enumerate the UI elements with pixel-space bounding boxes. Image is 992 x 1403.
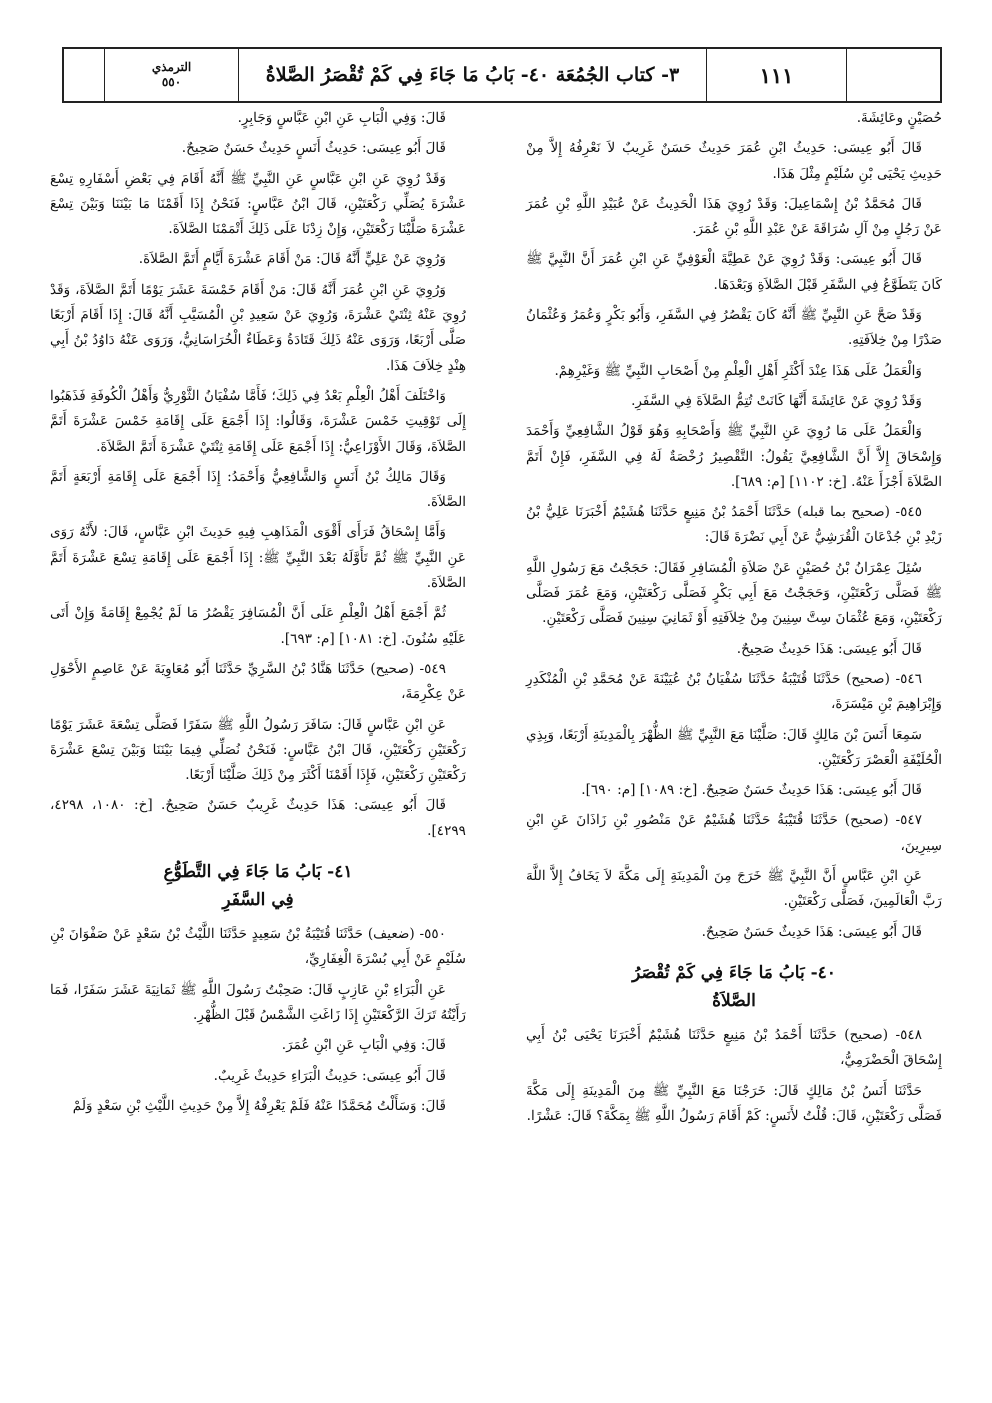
hadith-546: ٥٤٦- (صحيح) حَدَّثَنَا قُتَيْبَةُ حَدَّثَنَا سُفْيَانُ بْنُ عُيَيْنَةَ عَنْ مُحَمَّدِ بْنِ الْمُنْكَدِرِ وَإِبْرَاهِيمَ بْنِ مَيْسَرَةَ، — [526, 670, 942, 713]
chapter-heading-line: فِي السَّفَرِ — [222, 890, 294, 911]
header-blank-left — [64, 49, 104, 101]
reference-book: الترمذي — [151, 60, 192, 74]
paragraph: وَقَدْ صَحَّ عَنِ النَّبِيِّ ﷺ أَنَّهُ كَانَ يَقْصُرُ فِي السَّفَرِ، وَأَبُو بَكْرٍ وَعُمَرُ وَعُثْمَانُ صَدْرًا مِنْ خِلاَفَتِهِ. — [526, 307, 942, 349]
paragraph: وَقَالَ مَالِكُ بْنُ أَنَسٍ وَالشَّافِعِيُّ وَأَحْمَدُ: إِذَا أَجْمَعَ عَلَى إِقَامَةِ أَرْبَعَةٍ أَتَمَّ الصَّلاَةَ. — [50, 468, 466, 511]
header-reference — [104, 49, 238, 101]
paragraph: قَالَ أَبُو عِيسَى: هَذَا حَدِيثٌ حَسَنٌ صَحِيحٌ. [خ: ١٠٨٩] [م: ٦٩٠]. — [581, 782, 922, 799]
paragraph: قَالَ أَبُو عِيسَى: هَذَا حَدِيثٌ غَرِيبٌ حَسَنٌ صَحِيحٌ. [خ: ١٠٨٠، ٤٢٩٨، ٤٢٩٩]. — [50, 797, 466, 839]
paragraph: عَنِ ابْنِ عَبَّاسٍ أَنَّ النَّبِيَّ ﷺ خَرَجَ مِنَ الْمَدِينَةِ إِلَى مَكَّةَ لاَ يَخَافُ إِلاَّ اللَّهَ رَبَّ الْعَالَمِينَ، فَصَلَّى رَكْعَتَيْنِ. — [526, 868, 942, 910]
hadith-548: ٥٤٨- (صحيح) حَدَّثَنَا أَحْمَدُ بْنُ مَنِيعٍ حَدَّثَنَا هُشَيْمٌ أَخْبَرَنَا يَحْيَى بْنُ أَبِي إِسْحَاقَ الْحَضْرَمِيُّ، — [526, 1026, 942, 1069]
chapter-heading-line: ٤٠- بَابُ مَا جَاءَ فِي كَمْ تُقْصَرُ — [632, 962, 836, 983]
left-column — [50, 106, 466, 1124]
paragraph: قَالَ أَبُو عِيسَى: حَدِيثُ أَنَسٍ حَدِيثٌ حَسَنٌ صَحِيحٌ. — [181, 140, 446, 157]
paragraph: قَالَ أَبُو عِيسَى: حَدِيثُ الْبَرَاءِ حَدِيثٌ غَرِيبٌ. — [213, 1067, 446, 1084]
chapter-heading-line: ٤١- بَابُ مَا جَاءَ فِي التَّطَوُّعِ — [163, 862, 353, 883]
hadith-545: ٥٤٥- (صحيح بما قبله) حَدَّثَنَا أَحْمَدُ بْنُ مَنِيعٍ حَدَّثَنَا هُشَيْمٌ أَخْبَرَنَا عَلِيُّ بْنُ زَيْدِ بْنِ جُدْعَانَ الْقُرَشِيُّ عَنْ أَبِي نَضْرَةَ قَالَ: — [526, 504, 942, 546]
paragraph: قَالَ: وَفِي الْبَابِ عَنِ ابْنِ عُمَرَ. — [281, 1037, 446, 1054]
paragraph: وَرُوِيَ عَنْ عَلِيٍّ أَنَّهُ قَالَ: مَنْ أَقَامَ عَشْرَةَ أَيَّامٍ أَتَمَّ الصَّلاَةَ. — [138, 251, 446, 268]
paragraph: وَرُوِيَ عَنِ ابْنِ عُمَرَ أَنَّهُ قَالَ: مَنْ أَقَامَ خَمْسَةَ عَشَرَ يَوْمًا أَتَمَّ الصَّلاَةَ، وَقَدْ رُوِيَ عَنْهُ ثِنْتَيْ عَشْرَةَ، وَرُوِيَ عَنْ سَعِيدِ بْنِ الْمُسَيَّبِ أَنَّهُ قَالَ: إِذَا أَقَامَ أَرْبَعًا صَلَّى أَرْبَعًا، وَرَوَى عَنْهُ ذَلِكَ قَتَادَةُ وَعَطَاءٌ الْخُرَاسَانِيُّ، وَرَوَى عَنْهُ دَاوُدُ بْنُ أَبِي هِنْدٍ خِلاَفَ هَذَا. — [50, 281, 466, 374]
right-column — [526, 106, 942, 1134]
paragraph: سُئِلَ عِمْرَانُ بْنُ حُصَيْنٍ عَنْ صَلاَةِ الْمُسَافِرِ فَقَالَ: حَجَجْتُ مَعَ رَسُولِ اللَّهِ ﷺ فَصَلَّى رَكْعَتَيْنِ، وَحَجَجْتُ مَعَ أَبِي بَكْرٍ فَصَلَّى رَكْعَتَيْنِ، وَمَعَ عُمَرَ فَصَلَّى رَكْعَتَيْنِ، وَمَعَ عُثْمَانَ سِتَّ سِنِينَ مِنْ خِلاَفَتِهِ أَوْ ثَمَانِيَ سِنِينَ فَصَلَّى رَكْعَتَيْنِ. — [526, 559, 942, 627]
paragraph: عَنِ الْبَرَاءِ بْنِ عَازِبٍ قَالَ: صَحِبْتُ رَسُولَ اللَّهِ ﷺ ثَمَانِيَةَ عَشَرَ سَفَرًا، فَمَا رَأَيْتُهُ تَرَكَ الرَّكْعَتَيْنِ إِذَا زَاغَتِ الشَّمْسُ قَبْلَ الظُّهْرِ. — [50, 981, 466, 1023]
chapter-heading-40 — [526, 959, 942, 1015]
paragraph: عَنِ ابْنِ عَبَّاسٍ قَالَ: سَافَرَ رَسُولُ اللَّهِ ﷺ سَفَرًا فَصَلَّى تِسْعَةَ عَشَرَ يَوْمًا رَكْعَتَيْنِ رَكْعَتَيْنِ، قَالَ ابْنُ عَبَّاسٍ: فَنَحْنُ نُصَلِّي فِيمَا بَيْنَنَا وَبَيْنَ تِسْعَ عَشْرَةَ رَكْعَتَيْنِ رَكْعَتَيْنِ، فَإِذَا أَقَمْنَا أَكْثَرَ مِنْ ذَلِكَ صَلَّيْنَا أَرْبَعًا. — [50, 716, 466, 784]
paragraph: سَمِعَا أَنَسَ بْنَ مَالِكٍ قَالَ: صَلَّيْنَا مَعَ النَّبِيِّ ﷺ الظُّهْرَ بِالْمَدِينَةِ أَرْبَعًا، وَبِذِي الْحُلَيْفَةِ الْعَصْرَ رَكْعَتَيْنِ. — [526, 726, 942, 768]
paragraph: قَالَ أَبُو عِيسَى: هَذَا حَدِيثٌ حَسَنٌ صَحِيحٌ. — [701, 923, 922, 940]
hadith-550: ٥٥٠- (ضعيف) حَدَّثَنَا قُتَيْبَةُ بْنُ سَعِيدٍ حَدَّثَنَا اللَّيْثُ بْنُ سَعْدٍ عَنْ صَفْوَانَ بْنِ سُلَيْمٍ عَنْ أَبِي بُسْرَةَ الْغِفَارِيِّ، — [50, 926, 466, 968]
paragraph: حَدَّثَنَا أَنَسُ بْنُ مَالِكٍ قَالَ: خَرَجْنَا مَعَ النَّبِيِّ ﷺ مِنَ الْمَدِينَةِ إِلَى مَكَّةَ فَصَلَّى رَكْعَتَيْنِ، قَالَ: قُلْتُ لأَنَسٍ: كَمْ أَقَامَ رَسُولُ اللَّهِ ﷺ بِمَكَّةَ؟ قَالَ: عَشْرًا. — [526, 1082, 942, 1124]
paragraph: قَالَ أَبُو عِيسَى: هَذَا حَدِيثٌ صَحِيحٌ. — [736, 640, 922, 657]
paragraph: قَالَ أَبُو عِيسَى: حَدِيثُ ابْنِ عُمَرَ حَدِيثٌ حَسَنٌ غَرِيبٌ لاَ نَعْرِفُهُ إِلاَّ مِنْ حَدِيثِ يَحْيَى بْنِ سُلَيْمٍ مِثْلَ هَذَا. — [526, 140, 942, 182]
header-blank-right — [846, 49, 940, 101]
paragraph: وَاخْتَلَفَ أَهْلُ الْعِلْمِ بَعْدُ فِي ذَلِكَ؛ فَأَمَّا سُفْيَانُ الثَّوْرِيُّ وَأَهْلُ الْكُوفَةِ فَذَهَبُوا إِلَى تَوْقِيتِ خَمْسَ عَشْرَةَ، وَقَالُوا: إِذَا أَجْمَعَ عَلَى إِقَامَةِ خَمْسَ عَشْرَةَ أَتَمَّ الصَّلاَةَ، وَقَالَ الأَوْزَاعِيُّ: إِذَا أَجْمَعَ عَلَى إِقَامَةِ ثِنْتَيْ عَشْرَةَ أَتَمَّ الصَّلاَةَ. — [50, 387, 466, 455]
paragraph: قَالَ: وَسَأَلْتُ مُحَمَّدًا عَنْهُ فَلَمْ يَعْرِفْهُ إِلاَّ مِنْ حَدِيثِ اللَّيْثِ بْنِ سَعْدٍ وَلَمْ — [72, 1097, 446, 1114]
paragraph: وَأَمَّا إِسْحَاقُ فَرَأَى أَقْوَى الْمَذَاهِبِ فِيهِ حَدِيثَ ابْنِ عَبَّاسٍ، قَالَ: لأَنَّهُ رَوَى عَنِ النَّبِيِّ ﷺ ثُمَّ تَأَوَّلَهُ بَعْدَ النَّبِيِّ ﷺ: إِذَا أَجْمَعَ عَلَى إِقَامَةِ تِسْعَ عَشْرَةَ أَتَمَّ الصَّلاَةَ. — [50, 524, 466, 592]
hadith-549: ٥٤٩- (صحيح) حَدَّثَنَا هَنَّادُ بْنُ السَّرِيِّ حَدَّثَنَا أَبُو مُعَاوِيَةَ عَنْ عَاصِمٍ الأَحْوَلِ عَنْ عِكْرِمَةَ، — [50, 660, 466, 703]
paragraph: وَقَدْ رُوِيَ عَنْ عَائِشَةَ أَنَّهَا كَانَتْ تُتِمُّ الصَّلاَةَ فِي السَّفَرِ. — [631, 392, 922, 409]
chapter-heading-41 — [50, 858, 466, 914]
paragraph: قَالَ أَبُو عِيسَى: وَقَدْ رُوِيَ عَنْ عَطِيَّةَ الْعَوْفِيِّ عَنِ ابْنِ عُمَرَ أَنَّ النَّبِيَّ ﷺ كَانَ يَتَطَوَّعُ فِي السَّفَرِ قَبْلَ الصَّلاَةِ وَبَعْدَهَا. — [526, 251, 942, 293]
hadith-547: ٥٤٧- (صحيح) حَدَّثَنَا قُتَيْبَةُ حَدَّثَنَا هُشَيْمٌ عَنْ مَنْصُورِ بْنِ زَاذَانَ عَنِ ابْنِ سِيرِينَ، — [526, 812, 942, 854]
paragraph: قَالَ: وَفِي الْبَابِ عَنِ ابْنِ عَبَّاسٍ وَجَابِرٍ. — [237, 110, 446, 126]
header-title: ٣- كتاب الجُمُعَة ٤٠- بَابُ مَا جَاءَ فِي كَمْ تُقْصَرُ الصَّلاةُ — [238, 49, 706, 101]
chapter-heading-line: الصَّلاَةُ — [712, 990, 756, 1011]
page-number: ١١١ — [706, 49, 846, 101]
paragraph: حُصَيْنٍ وعَائِشَةَ. — [856, 110, 942, 126]
reference-number: ٥٥٠ — [161, 75, 182, 89]
paragraph: قَالَ مُحَمَّدُ بْنُ إِسْمَاعِيلَ: وَقَدْ رُوِيَ هَذَا الْحَدِيثُ عَنْ عُبَيْدِ اللَّهِ بْنِ عُمَرَ عَنْ رَجُلٍ مِنْ آلِ سُرَاقَةَ عَنْ عَبْدِ اللَّهِ بْنِ عُمَرَ. — [526, 195, 942, 238]
paragraph: وَقَدْ رُوِيَ عَنِ ابْنِ عَبَّاسٍ عَنِ النَّبِيِّ ﷺ أَنَّهُ أَقَامَ فِي بَعْضِ أَسْفَارِهِ تِسْعَ عَشْرَةَ يُصَلِّي رَكْعَتَيْنِ، قَالَ ابْنُ عَبَّاسٍ: فَنَحْنُ إِذَا أَقَمْنَا مَا بَيْنَنَا وَبَيْنَ تِسْعَ عَشْرَةَ صَلَّيْنَا رَكْعَتَيْنِ، وَإِنْ زِدْنَا عَلَى ذَلِكَ أَتْمَمْنَا الصَّلاَةَ. — [50, 170, 466, 238]
paragraph: ثُمَّ أَجْمَعَ أَهْلُ الْعِلْمِ عَلَى أَنَّ الْمُسَافِرَ يَقْصُرُ مَا لَمْ يُجْمِعْ إِقَامَةً وَإِنْ أَتَى عَلَيْهِ سُنُونَ. [خ: ١٠٨١] [م: ٦٩٣]. — [50, 605, 466, 647]
paragraph: وَالْعَمَلُ عَلَى مَا رُوِيَ عَنِ النَّبِيِّ ﷺ وَأَصْحَابِهِ وَهُوَ قَوْلُ الشَّافِعِيِّ وَأَحْمَدَ وَإِسْحَاقَ إِلاَّ أَنَّ الشَّافِعِيَّ يَقُولُ: التَّقْصِيرُ رُخْصَةٌ لَهُ فِي السَّفَرِ، فَإِنْ أَتَمَّ الصَّلاَةَ أَجْزَأَ عَنْهُ. [خ: ١١٠٢] [م: ٦٨٩]. — [526, 423, 942, 490]
page-header — [62, 47, 942, 103]
paragraph: وَالْعَمَلُ عَلَى هَذَا عِنْدَ أَكْثَرِ أَهْلِ الْعِلْمِ مِنْ أَصْحَابِ النَّبِيِّ ﷺ وَغَيْرِهِمْ. — [554, 362, 922, 379]
